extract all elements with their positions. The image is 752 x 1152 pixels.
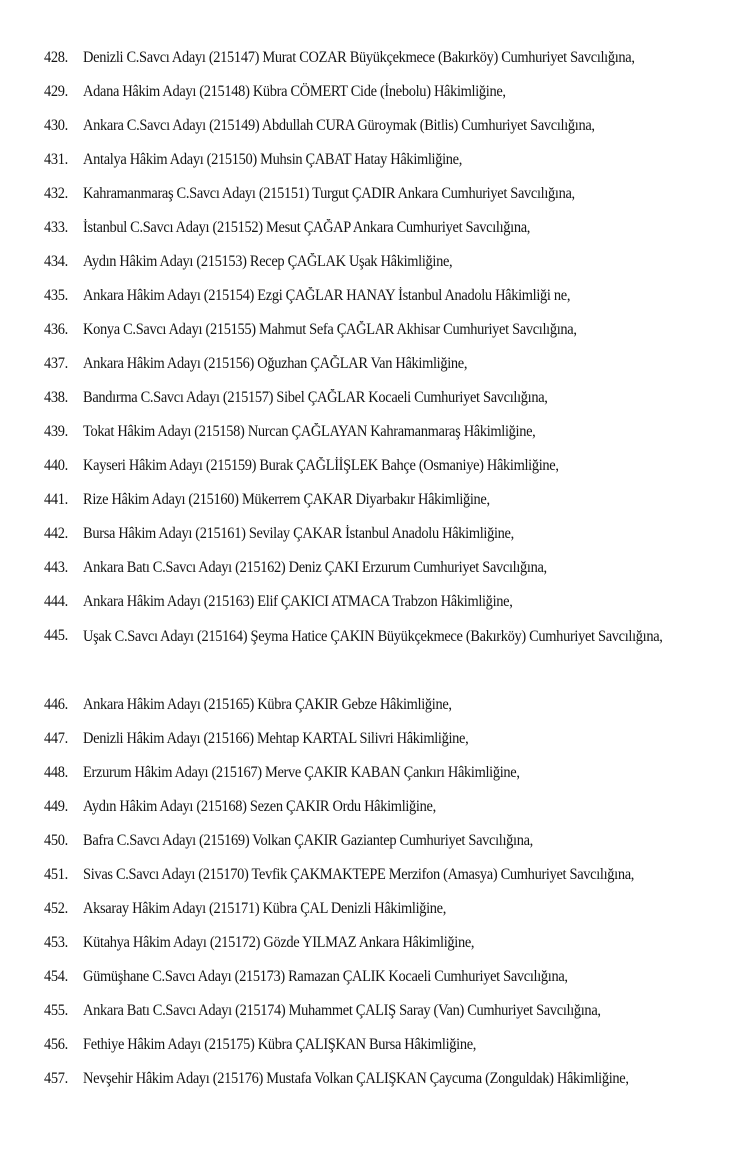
item-text: Ankara Hâkim Adayı (215165) Kübra ÇAKIR Gebze Hâkimliğine, xyxy=(83,696,452,713)
item-text: Rize Hâkim Adayı (215160) Mükerrem ÇAKAR Diyarbakır Hâkimliğine, xyxy=(83,491,490,508)
list-item xyxy=(44,831,695,865)
item-text: Denizli Hâkim Adayı (215166) Mehtap KARTAL Silivri Hâkimliğine, xyxy=(83,730,469,747)
list-item xyxy=(44,763,695,797)
list-item xyxy=(44,797,695,831)
item-number: 431. xyxy=(44,151,68,168)
item-number: 433. xyxy=(44,219,68,236)
item-number: 432. xyxy=(44,185,68,202)
item-text: Ankara Hâkim Adayı (215163) Elif ÇAKICI ATMACA Trabzon Hâkimliğine, xyxy=(83,593,513,610)
list-item xyxy=(44,933,695,967)
list-item xyxy=(44,286,695,320)
list-item xyxy=(44,422,695,456)
item-number: 456. xyxy=(44,1036,68,1053)
list-item xyxy=(44,1001,695,1035)
item-text: Aydın Hâkim Adayı (215153) Recep ÇAĞLAK Uşak Hâkimliğine, xyxy=(83,253,453,270)
item-number: 453. xyxy=(44,934,68,951)
item-text: Ankara Batı C.Savcı Adayı (215162) Deniz ÇAKI Erzurum Cumhuriyet Savcılığına, xyxy=(83,559,547,576)
list-item xyxy=(44,899,695,933)
list-item xyxy=(44,150,695,184)
item-text: Aksaray Hâkim Adayı (215171) Kübra ÇAL Denizli Hâkimliğine, xyxy=(83,900,447,917)
item-number: 449. xyxy=(44,798,68,815)
item-text: Sivas C.Savcı Adayı (215170) Tevfik ÇAKMAKTEPE Merzifon (Amasya) Cumhuriyet Savcılığına, xyxy=(83,866,635,883)
item-text: Erzurum Hâkim Adayı (215167) Merve ÇAKIR KABAN Çankırı Hâkimliğine, xyxy=(83,764,520,781)
list-item xyxy=(44,82,695,116)
item-text: Nevşehir Hâkim Adayı (215176) Mustafa Volkan ÇALIŞKAN Çaycuma (Zonguldak) Hâkimliğine, xyxy=(83,1070,629,1087)
item-text: Gümüşhane C.Savcı Adayı (215173) Ramazan ÇALIK Kocaeli Cumhuriyet Savcılığına, xyxy=(83,968,568,985)
list-item xyxy=(44,558,695,592)
item-text: Kayseri Hâkim Adayı (215159) Burak ÇAĞLİİŞLEK Bahçe (Osmaniye) Hâkimliğine, xyxy=(83,457,559,474)
list-item xyxy=(44,1069,695,1103)
list-item xyxy=(44,388,695,422)
item-text: Ankara C.Savcı Adayı (215149) Abdullah CURA Güroymak (Bitlis) Cumhuriyet Savcılığına, xyxy=(83,117,595,134)
item-number: 437. xyxy=(44,355,68,372)
list-item xyxy=(44,524,695,558)
list-item xyxy=(44,184,695,218)
list-item xyxy=(44,626,695,695)
item-text: Kahramanmaraş C.Savcı Adayı (215151) Turgut ÇADIR Ankara Cumhuriyet Savcılığına, xyxy=(83,185,575,202)
list-item xyxy=(44,729,695,763)
item-text: Antalya Hâkim Adayı (215150) Muhsin ÇABAT Hatay Hâkimliğine, xyxy=(83,151,463,168)
item-text: Ankara Batı C.Savcı Adayı (215174) Muhammet ÇALIŞ Saray (Van) Cumhuriyet Savcılığına, xyxy=(83,1002,601,1019)
list-item xyxy=(44,116,695,150)
item-number: 450. xyxy=(44,832,68,849)
item-number: 440. xyxy=(44,457,68,474)
item-text: Tokat Hâkim Adayı (215158) Nurcan ÇAĞLAYAN Kahramanmaraş Hâkimliğine, xyxy=(83,423,536,440)
item-number: 457. xyxy=(44,1070,68,1087)
item-number: 444. xyxy=(44,593,68,610)
list-item xyxy=(44,252,695,286)
list-item xyxy=(44,967,695,1001)
item-number: 435. xyxy=(44,287,68,304)
item-number: 443. xyxy=(44,559,68,576)
item-number: 447. xyxy=(44,730,68,747)
item-number: 452. xyxy=(44,900,68,917)
list-item xyxy=(44,865,695,899)
list-item xyxy=(44,456,695,490)
item-text: Konya C.Savcı Adayı (215155) Mahmut Sefa ÇAĞLAR Akhisar Cumhuriyet Savcılığına, xyxy=(83,321,577,338)
item-number: 434. xyxy=(44,253,68,270)
list-item xyxy=(44,490,695,524)
item-text: Denizli C.Savcı Adayı (215147) Murat COZAR Büyükçekmece (Bakırköy) Cumhuriyet Savcılığına, xyxy=(83,49,635,66)
item-text: Bafra C.Savcı Adayı (215169) Volkan ÇAKIR Gaziantep Cumhuriyet Savcılığına, xyxy=(83,832,533,849)
item-number: 429. xyxy=(44,83,68,100)
item-text: Ankara Hâkim Adayı (215156) Oğuzhan ÇAĞLAR Van Hâkimliğine, xyxy=(83,355,468,372)
item-number: 439. xyxy=(44,423,68,440)
item-number: 438. xyxy=(44,389,68,406)
appointment-list xyxy=(44,48,744,1103)
item-text: Ankara Hâkim Adayı (215154) Ezgi ÇAĞLAR HANAY İstanbul Anadolu Hâkimliği ne, xyxy=(83,287,571,304)
item-number: 430. xyxy=(44,117,68,134)
item-number: 451. xyxy=(44,866,68,883)
item-number: 446. xyxy=(44,696,68,713)
list-item xyxy=(44,48,695,82)
item-number: 455. xyxy=(44,1002,68,1019)
item-number: 436. xyxy=(44,321,68,338)
list-item xyxy=(44,354,695,388)
list-item xyxy=(44,320,695,354)
item-number: 428. xyxy=(44,49,68,66)
list-item xyxy=(44,218,695,252)
item-text: Kütahya Hâkim Adayı (215172) Gözde YILMAZ Ankara Hâkimliğine, xyxy=(83,934,475,951)
item-number: 445. xyxy=(44,627,68,644)
item-text: Uşak C.Savcı Adayı (215164) Şeyma Hatice ÇAKIN Büyükçekmece (Bakırköy) Cumhuriyet Savcılığına, xyxy=(83,628,663,645)
item-text: Adana Hâkim Adayı (215148) Kübra CÖMERT Cide (İnebolu) Hâkimliğine, xyxy=(83,83,506,100)
item-number: 441. xyxy=(44,491,68,508)
list-item xyxy=(44,695,695,729)
item-number: 442. xyxy=(44,525,68,542)
item-text: Bandırma C.Savcı Adayı (215157) Sibel ÇAĞLAR Kocaeli Cumhuriyet Savcılığına, xyxy=(83,389,548,406)
item-number: 448. xyxy=(44,764,68,781)
list-item xyxy=(44,1035,695,1069)
item-text: Bursa Hâkim Adayı (215161) Sevilay ÇAKAR İstanbul Anadolu Hâkimliğine, xyxy=(83,525,514,542)
item-text: Fethiye Hâkim Adayı (215175) Kübra ÇALIŞKAN Bursa Hâkimliğine, xyxy=(83,1036,477,1053)
item-number: 454. xyxy=(44,968,68,985)
item-text: Aydın Hâkim Adayı (215168) Sezen ÇAKIR Ordu Hâkimliğine, xyxy=(83,798,436,815)
item-text: İstanbul C.Savcı Adayı (215152) Mesut ÇAĞAP Ankara Cumhuriyet Savcılığına, xyxy=(83,219,531,236)
